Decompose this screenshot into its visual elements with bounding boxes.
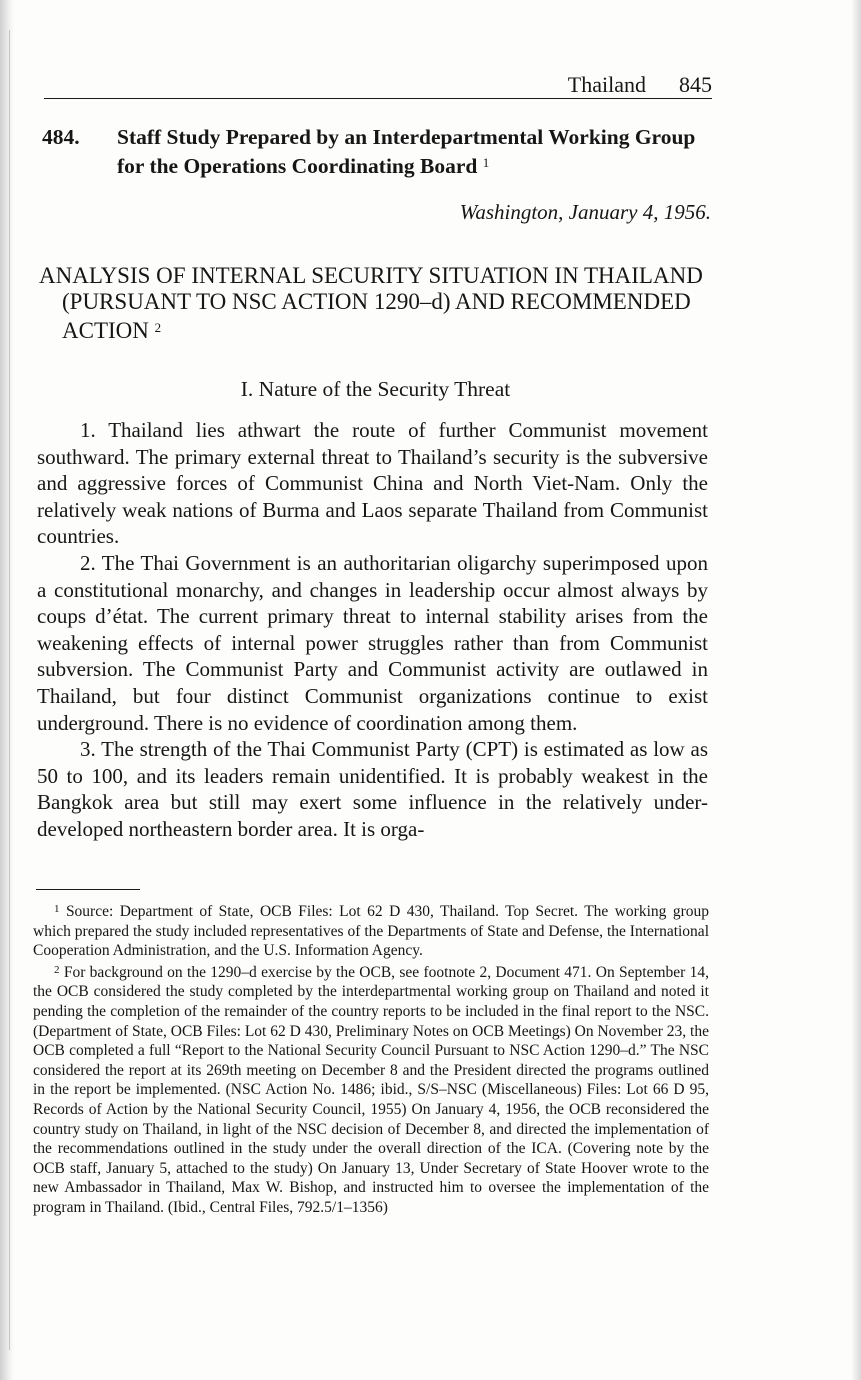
section-heading: I. Nature of the Security Threat <box>240 377 511 401</box>
page-number: 845 <box>679 72 712 97</box>
footnote-2-text: For background on the 1290–d exercise by the OCB, see footnote 2, Document 471. On September 14, the OCB considered the study completed by the interdepartmental working group on Thailand and noted it pending the completion of the remainder of the country reports to be included in the final report to the NSC. (Department of State, OCB Files: Lot 62 D 430, Preliminary Notes on OCB Meetings) On November 23, the OCB completed a full “Report to the National Security Council Pursuant to NSC Action 1290–d.” The NSC considered the report at its 269th meeting on December 8 and the President directed the programs outlined in the report be implemented. (NSC Action No. 1486; ibid., S/S–NSC (Miscellaneous) Files: Lot 66 D 95, Records of Action by the National Security Council, 1955) On January 4, 1956, the OCB reconsidered the country study on Thailand, in light of the NSC decision of December 8, and directed the implementation of the recommendations outlined in the study under the overall direction of the ICA. (Covering note by the OCB staff, January 5, attached to the study) On January 13, Under Secretary of State Hoover wrote to the new Ambassador in Thailand, Max W. Bishop, and instructed him to oversee the implementation of the program in Thailand. (Ibid., Central Files, 792.5/1–1356) <box>33 963 710 1216</box>
footnote-ref-1[interactable]: 1 <box>482 155 490 170</box>
document-title <box>117 124 707 179</box>
footnote-1-text: Source: Department of State, OCB Files: Lot 62 D 430, Thailand. Top Secret. The working group which prepared the study included representatives of the Departments of State and Defense, the International Cooperation Administration, and the U.S. Information Agency. <box>33 903 709 960</box>
body-text <box>37 417 708 843</box>
document-title-text: Staff Study Prepared by an Interdepartmental Working Group for the Operations Coordinating Board <box>117 125 696 178</box>
footnotes <box>33 900 709 1218</box>
subject-line-1: ANALYSIS OF INTERNAL SECURITY SITUATION IN THAILAND <box>39 263 703 288</box>
subject-line-3-text: ACTION <box>62 318 149 343</box>
binding-line <box>9 30 10 1350</box>
page-edge-right <box>851 0 861 1380</box>
running-head-title: Thailand <box>567 72 646 97</box>
paragraph-1: 1. Thailand lies athwart the route of further Communist movement southward. The primary external threat to Thailand’s security is the subversive and aggressive forces of Communist China and North Viet-Nam. Only the relatively weak nations of Burma and Laos separate Thailand from Communist countries. <box>37 418 708 549</box>
footnote-mark-2: 2 <box>54 963 60 976</box>
paragraph-2: 2. The Thai Government is an authoritarian oligarchy superimposed upon a constitutional monarchy, and changes in leadership occur almost always by coups d’état. The current primary threat to internal stability arises from the weakening effects of internal power struggles rather than from Communist subversion. The Communist Party and Communist activity are outlawed in Thailand, but four distinct Communist organizations continue to exist underground. There is no evidence of coordination among them. <box>37 550 708 735</box>
subject-title <box>39 263 719 344</box>
footnote-ref-2[interactable]: 2 <box>154 320 162 335</box>
footnote-divider <box>36 889 140 890</box>
paragraph-3: 3. The strength of the Thai Communist Party (CPT) is estimated as low as 50 to 100, and its leaders remain unidentified. It is probably weakest in the Bangkok area but still may exert some influence in the relatively under-developed northeastern border area. It is orga- <box>37 737 708 841</box>
document-number: 484. <box>42 125 80 149</box>
page-edge-left <box>0 0 14 1380</box>
subject-line-3 <box>39 315 719 344</box>
dateline: Washington, January 4, 1956. <box>459 200 711 224</box>
footnote-1 <box>33 900 709 961</box>
footnote-2 <box>33 961 709 1218</box>
footnote-mark-1: 1 <box>54 903 60 915</box>
subject-line-2: (PURSUANT TO NSC ACTION 1290–d) AND RECOMMENDED <box>62 289 691 314</box>
running-head <box>44 70 712 99</box>
